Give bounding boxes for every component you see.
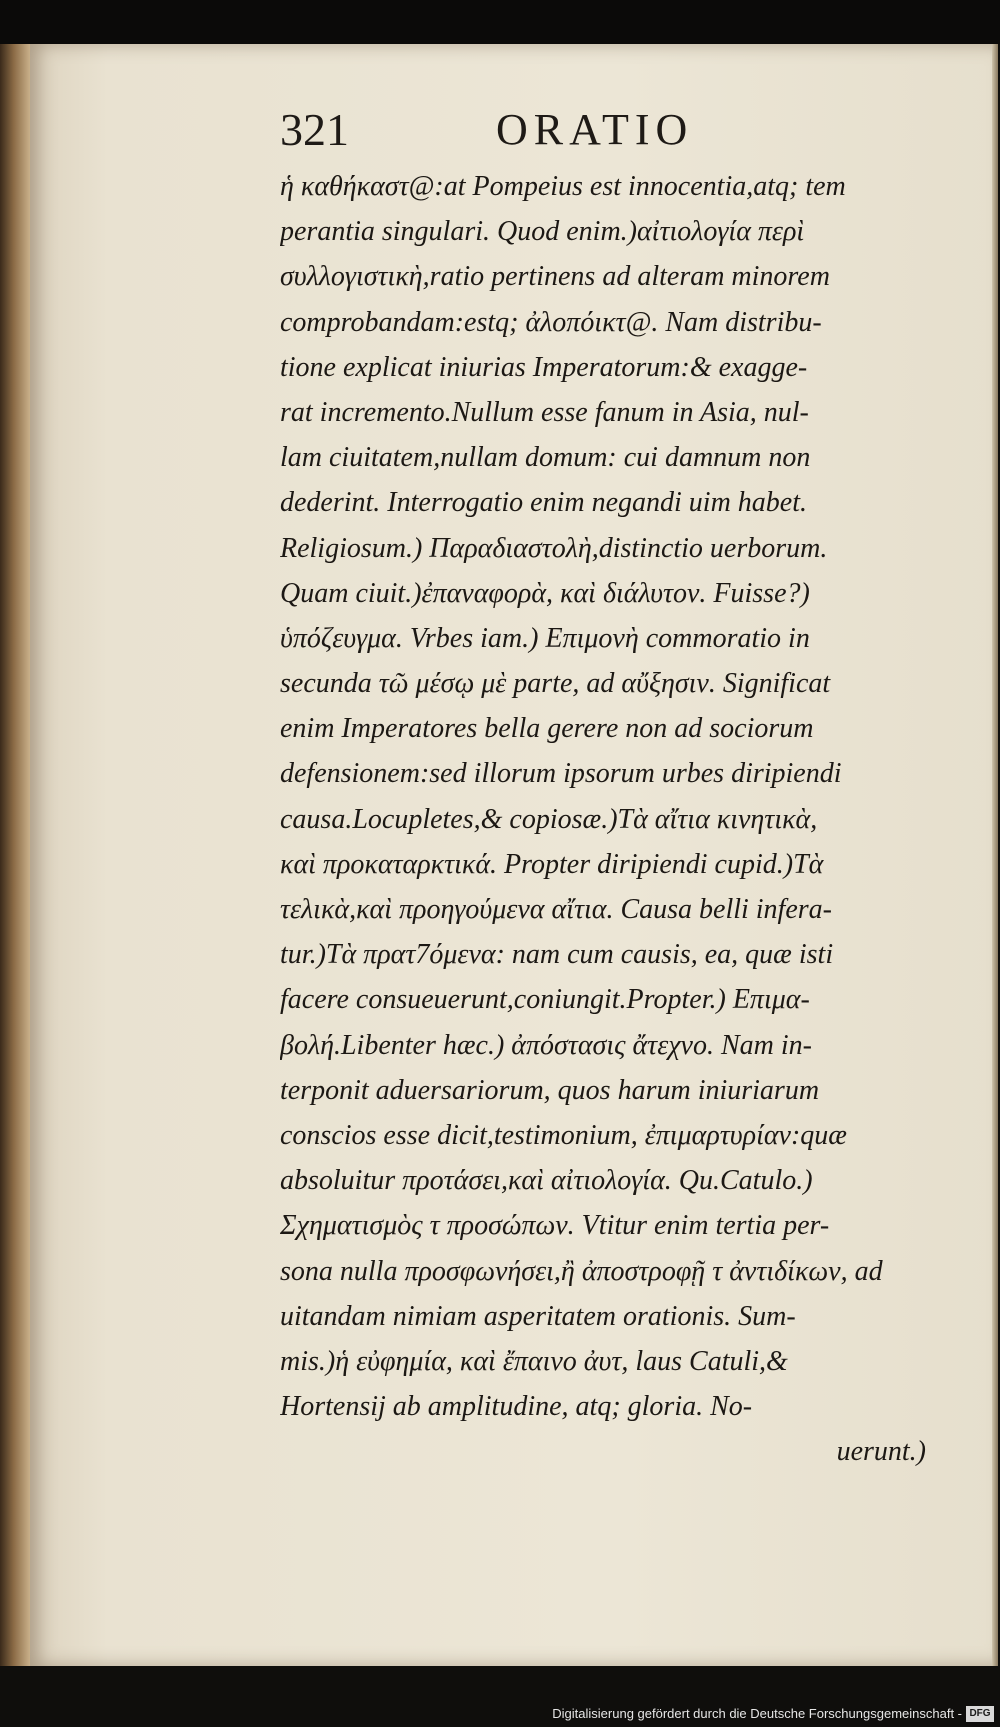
text-line: Religiosum.) Παραδιαστολὴ,distinctio uerborum. bbox=[280, 532, 828, 564]
text-line: conscios esse dicit,testimonium, ἐπιμαρτυρίαν:quæ bbox=[280, 1119, 847, 1151]
text-line: lam ciuitatem,nullam domum: cui damnum non bbox=[280, 442, 811, 474]
text-line: συλλογιστικὴ,ratio pertinens ad alteram minorem bbox=[280, 261, 830, 293]
book-edge bbox=[0, 44, 30, 1666]
catchword: uerunt.) bbox=[836, 1436, 926, 1468]
text-line: βολή.Libenter hæc.) ἀπόστασις ἄτεχνο. Nam in- bbox=[280, 1029, 812, 1061]
text-line: Quam ciuit.)ἐπαναφορὰ, καὶ διάλυτον. Fuisse?) bbox=[280, 577, 810, 609]
text-line: secunda τῶ μέσῳ μὲ parte, ad αὔξησιν. Significat bbox=[280, 668, 831, 700]
text-line: mis.)ἡ εὐφημία, καὶ ἔπαινο ἀυτ, laus Catuli,& bbox=[280, 1345, 788, 1377]
viewer-footer bbox=[0, 1666, 1000, 1727]
text-line: terponit aduersariorum, quos harum iniuriarum bbox=[280, 1074, 820, 1106]
text-line: Σχηματισμὸς τ προσώπων. Vtitur enim tertia per- bbox=[280, 1210, 830, 1242]
text-line: dederint. Interrogatio enim negandi uim habet. bbox=[280, 487, 807, 519]
text-line: uitandam nimiam asperitatem orationis. Sum- bbox=[280, 1300, 796, 1332]
text-line: sona nulla προσφωνήσει,ἢ ἀποστροφῇ τ ἀντιδίκων, ad bbox=[280, 1255, 883, 1287]
text-line: absoluitur προτάσει,καὶ αἰτιολογία. Qu.Catulo.) bbox=[280, 1165, 813, 1197]
text-line: tione explicat iniurias Imperatorum:& exagge- bbox=[280, 351, 808, 383]
text-line: rat incremento.Nullum esse fanum in Asia, nul- bbox=[280, 396, 809, 428]
text-line: causa.Locupletes,& copiosæ.)Τὰ αἴτια κινητικὰ, bbox=[280, 803, 818, 835]
text-line: tur.)Τὰ πρατ7όμενα: nam cum causis, ea, quæ isti bbox=[280, 939, 834, 971]
dfg-logo: DFG bbox=[966, 1706, 994, 1722]
text-line: enim Imperatores bella gerere non ad sociorum bbox=[280, 713, 814, 745]
text-line: comprobandam:estq; ἀλοπόικτ@. Nam distribu- bbox=[280, 306, 822, 338]
text-line: καὶ προκαταρκτικά. Propter diripiendi cupid.)Τὰ bbox=[280, 848, 824, 880]
text-line: τελικὰ,καὶ προηγούμενα αἴτια. Causa belli infera- bbox=[280, 894, 832, 925]
text-line: ἡ καθήκαστ@:at Pompeius est innocentia,atq; tem bbox=[280, 171, 846, 202]
text-line: defensionem:sed illorum ipsorum urbes diripiendi bbox=[280, 758, 842, 790]
text-line: ὑπόζευγμα. Vrbes iam.) Επιμονὴ commoratio in bbox=[280, 622, 810, 654]
running-head: ORATIO bbox=[496, 105, 694, 154]
digitization-credit: Digitalisierung gefördert durch die Deutsche Forschungsgemeinschaft - bbox=[552, 1706, 962, 1721]
text-line: facere consueuerunt,coniungit.Propter.) Επιμα- bbox=[280, 984, 810, 1016]
text-line: Hortensij ab amplitudine, atq; gloria. No- bbox=[280, 1391, 753, 1423]
text-line: perantia singulari. Quod enim.)αἰτιολογία περὶ bbox=[280, 216, 805, 248]
page-edge bbox=[992, 44, 998, 1666]
viewer-top-band bbox=[0, 0, 1000, 44]
page-number: 321 bbox=[280, 104, 349, 155]
page-header bbox=[280, 100, 920, 160]
body-text bbox=[280, 164, 926, 1474]
